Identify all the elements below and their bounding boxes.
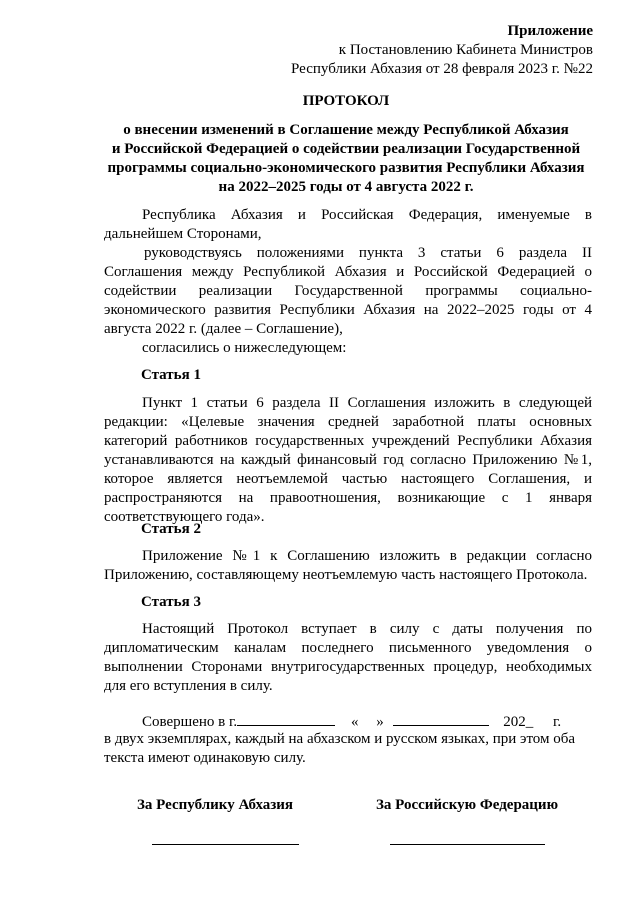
article-1-text: Пункт 1 статьи 6 раздела II Соглашения изложить в следующей редакции: «Целевые значения средней заработной платы основных категорий работников государственных учреждений Республики Абхазия устанавливаются на каждый финансовый год согласно Приложению №1, которое является неотъемлемой частью настоящего Соглашения, и распространяются на правоотношения, возникающие с 1 января соответствующего года». [104,395,592,525]
article-2-heading: Статья 2 [141,521,201,537]
signature-left-line [152,844,299,845]
intro-paragraph-1: Республика Абхазия и Российская Федерация, именуемые в дальнейшем Сторонами, [104,207,592,242]
year: 202_ [503,714,534,730]
quote-open: « [350,714,359,730]
appendix-title: Приложение [507,23,593,39]
city-blank [237,711,335,726]
done-at-line [104,711,592,732]
protocol-subtitle-3: программы социально-экономического развития Республики Абхазия [107,160,585,176]
signature-right-title: За Российскую Федерацию [376,797,559,813]
appendix-line-1: к Постановлению Кабинета Министров [338,42,593,58]
protocol-title: ПРОТОКОЛ [302,93,390,109]
date-blank [393,711,489,726]
article-3-text: Настоящий Протокол вступает в силу с даты получения по дипломатическим каналам последнего письменного уведомления о выполнении Сторонами внутригосударственных процедур, необходимых для его вступления в силу. [104,621,592,694]
article-1-heading: Статья 1 [141,367,201,383]
intro-paragraph-2: руководствуясь положениями пункта 3 статьи 6 раздела II Соглашения между Республикой Абхазия и Российской Федерацией о содействии реализации Государственной программы социально-экономического развития Республики Абхазия на 2022–2025 годы от 4 августа 2022 г. (далее – Соглашение), [104,245,592,337]
article-3-heading: Статья 3 [141,594,201,610]
appendix-line-2: Республики Абхазия от 28 февраля 2023 г. №22 [291,61,593,77]
quote-close: » [376,714,384,730]
intro-paragraph-3: согласились о нижеследующем: [142,340,347,356]
closing-text: в двух экземплярах, каждый на абхазском и русском языках, при этом оба текста имеют одинаковую силу. [104,731,576,766]
protocol-subtitle-1: о внесении изменений в Соглашение между Республикой Абхазия [123,122,569,138]
signature-right-line [390,844,545,845]
protocol-subtitle-2: и Российской Федерацией о содействии реализации Государственной [111,141,581,157]
year-suffix: г. [552,714,562,730]
protocol-subtitle-4: на 2022–2025 годы от 4 августа 2022 г. [218,179,474,195]
signature-left-title: За Республику Абхазия [137,797,294,813]
article-2-text: Приложение №1 к Соглашению изложить в редакции согласно Приложению, составляющему неотъемлемую часть настоящего Протокола. [104,548,592,583]
done-at-label: Совершено в г. [142,714,238,730]
